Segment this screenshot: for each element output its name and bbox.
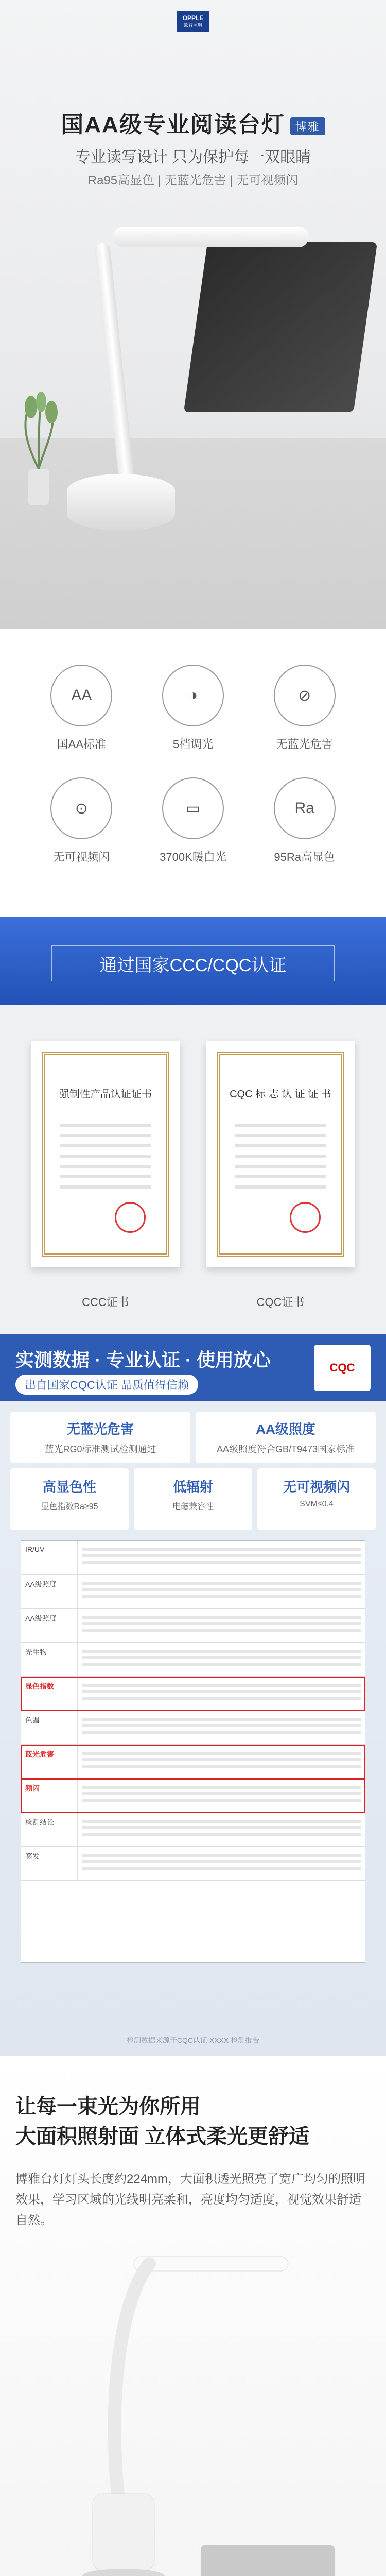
table-row-highlight	[21, 1677, 365, 1711]
certificate-caption: CQC证书	[256, 1296, 305, 1309]
feature-label: 5档调光	[172, 738, 214, 751]
card-title: 无可视频闪	[283, 1479, 350, 1495]
hero-subtitle: 专业读写设计 只为保护每一双眼睛	[75, 149, 311, 166]
table-row	[21, 1711, 365, 1745]
lamp-head-illustration	[113, 227, 309, 247]
cqc-certificate	[206, 1041, 355, 1309]
hero-section	[0, 0, 386, 629]
report-cards	[10, 1412, 376, 1463]
feature-item	[26, 665, 137, 752]
hero-subline: Ra95高显色 | 无蓝光危害 | 无可视频闪	[87, 174, 299, 188]
feature-item	[137, 777, 249, 865]
row-label: 光生物	[21, 1643, 78, 1676]
certificate-border	[217, 1052, 344, 1257]
report-card	[134, 1468, 252, 1530]
row-label: AA级照度	[21, 1575, 78, 1608]
features-grid	[26, 665, 360, 865]
report-title: 实测数据 · 专业认证 · 使用放心	[15, 1349, 271, 1370]
aa-standard-icon: AA	[50, 665, 112, 726]
ccc-certificate	[31, 1041, 180, 1309]
feature-item	[137, 665, 249, 752]
feature-label: 无可视频闪	[53, 851, 110, 863]
report-footnote: 检测数据来源于CQC认证 XXXX 检测报告	[126, 2036, 260, 2044]
cert-banner	[0, 917, 386, 1005]
row-label: 色温	[21, 1711, 78, 1744]
feature-label: 3700K暖白光	[160, 851, 226, 863]
table-row	[21, 1575, 365, 1609]
feature-label: 无蓝光危害	[276, 738, 333, 751]
feature-label: 国AA标准	[57, 738, 106, 751]
test-report-section	[0, 1334, 386, 2056]
feature-item	[26, 777, 137, 865]
cqc-logo: CQC	[314, 1345, 371, 1391]
report-card	[10, 1412, 190, 1463]
card-desc: 蓝光RG0标准测试检测通过	[44, 1444, 156, 1454]
spread-body: 博雅台灯灯头长度约224mm，大面积透光照亮了宽广均匀的照明效果，学习区域的光线明亮柔和，亮度均匀适度，视觉效果舒适自然。	[15, 2172, 366, 2227]
certificate-text-lines	[220, 1055, 341, 1189]
row-label: 显色指数	[21, 1677, 78, 1710]
no-blue-light-icon: ⊘	[274, 665, 336, 726]
hero-tag: 博雅	[290, 117, 325, 135]
certificate-heading: CQC 标 志 认 证 证 书	[230, 1089, 331, 1100]
test-report-document	[21, 1540, 365, 1963]
certificate-caption: CCC证书	[82, 1296, 129, 1309]
light-spread-section	[0, 2056, 386, 2576]
hero-title	[0, 106, 386, 139]
logo-text-1: OPPLE	[182, 14, 204, 22]
spread-title-line-2: 大面积照射面 立体式柔光更舒适	[15, 2125, 310, 2148]
seal-stamp-icon	[115, 1202, 146, 1233]
card-desc: 电磁兼容性	[172, 1502, 214, 1511]
card-title: 高显色性	[42, 1479, 96, 1495]
feature-label: 95Ra高显色	[274, 851, 335, 863]
table-row	[21, 1541, 365, 1575]
report-cards-3	[10, 1468, 376, 1530]
spread-title	[15, 2092, 309, 2151]
brand-logo	[177, 11, 209, 32]
row-label: 蓝光危害	[21, 1745, 78, 1778]
certificate-border	[42, 1052, 169, 1257]
row-label: 频闪	[21, 1779, 78, 1812]
card-title: AA级照度	[256, 1421, 315, 1437]
lamp-base-illustration	[67, 474, 175, 531]
report-pill: 出自国家CQC认证 品质值得信赖	[15, 1375, 198, 1395]
report-card	[257, 1468, 376, 1530]
no-flicker-icon: ⊙	[50, 777, 112, 839]
table-row-highlight	[21, 1745, 365, 1779]
warm-light-icon: ▭	[162, 777, 224, 839]
card-desc: 显色指数Ra≥95	[41, 1502, 98, 1511]
features-section	[0, 629, 386, 917]
laptop-illustration	[184, 242, 377, 412]
table-row	[21, 1643, 365, 1677]
seal-stamp-icon	[290, 1202, 321, 1233]
feature-item	[249, 665, 360, 752]
report-header	[0, 1334, 386, 1401]
row-label: AA级照度	[21, 1609, 78, 1642]
feature-item	[249, 777, 360, 865]
certificate-heading: 强制性产品认证证书	[59, 1089, 152, 1100]
row-label: IR/UV	[21, 1541, 78, 1574]
row-label: 签发	[21, 1847, 78, 1880]
card-title: 低辐射	[172, 1479, 213, 1495]
spread-title-line-1: 让每一束光为你所用	[15, 2095, 201, 2118]
card-title: 无蓝光危害	[66, 1421, 134, 1437]
table-row	[21, 1847, 365, 1881]
hero-title-text: 国AA级专业阅读台灯	[61, 112, 285, 138]
color-rendering-icon: Ra	[274, 777, 336, 839]
cert-banner-title: 通过国家CCC/CQC认证	[51, 945, 335, 981]
card-desc: SVM≤0.4	[300, 1500, 334, 1509]
table-row	[21, 1609, 365, 1643]
report-card	[10, 1468, 129, 1530]
card-desc: AA级照度符合GB/T9473国家标准	[216, 1444, 355, 1454]
row-label: 检测结论	[21, 1813, 78, 1846]
logo-text-2: 欧普照明	[183, 23, 202, 28]
certificate-text-lines	[45, 1055, 166, 1189]
report-card	[196, 1412, 376, 1463]
certificates-section	[0, 1005, 386, 1334]
plant-icon	[15, 392, 62, 505]
table-row	[21, 1813, 365, 1847]
dimming-icon: ◑	[162, 665, 224, 726]
table-row-highlight	[21, 1779, 365, 1813]
desk-lamp-illustration	[72, 2251, 293, 2576]
